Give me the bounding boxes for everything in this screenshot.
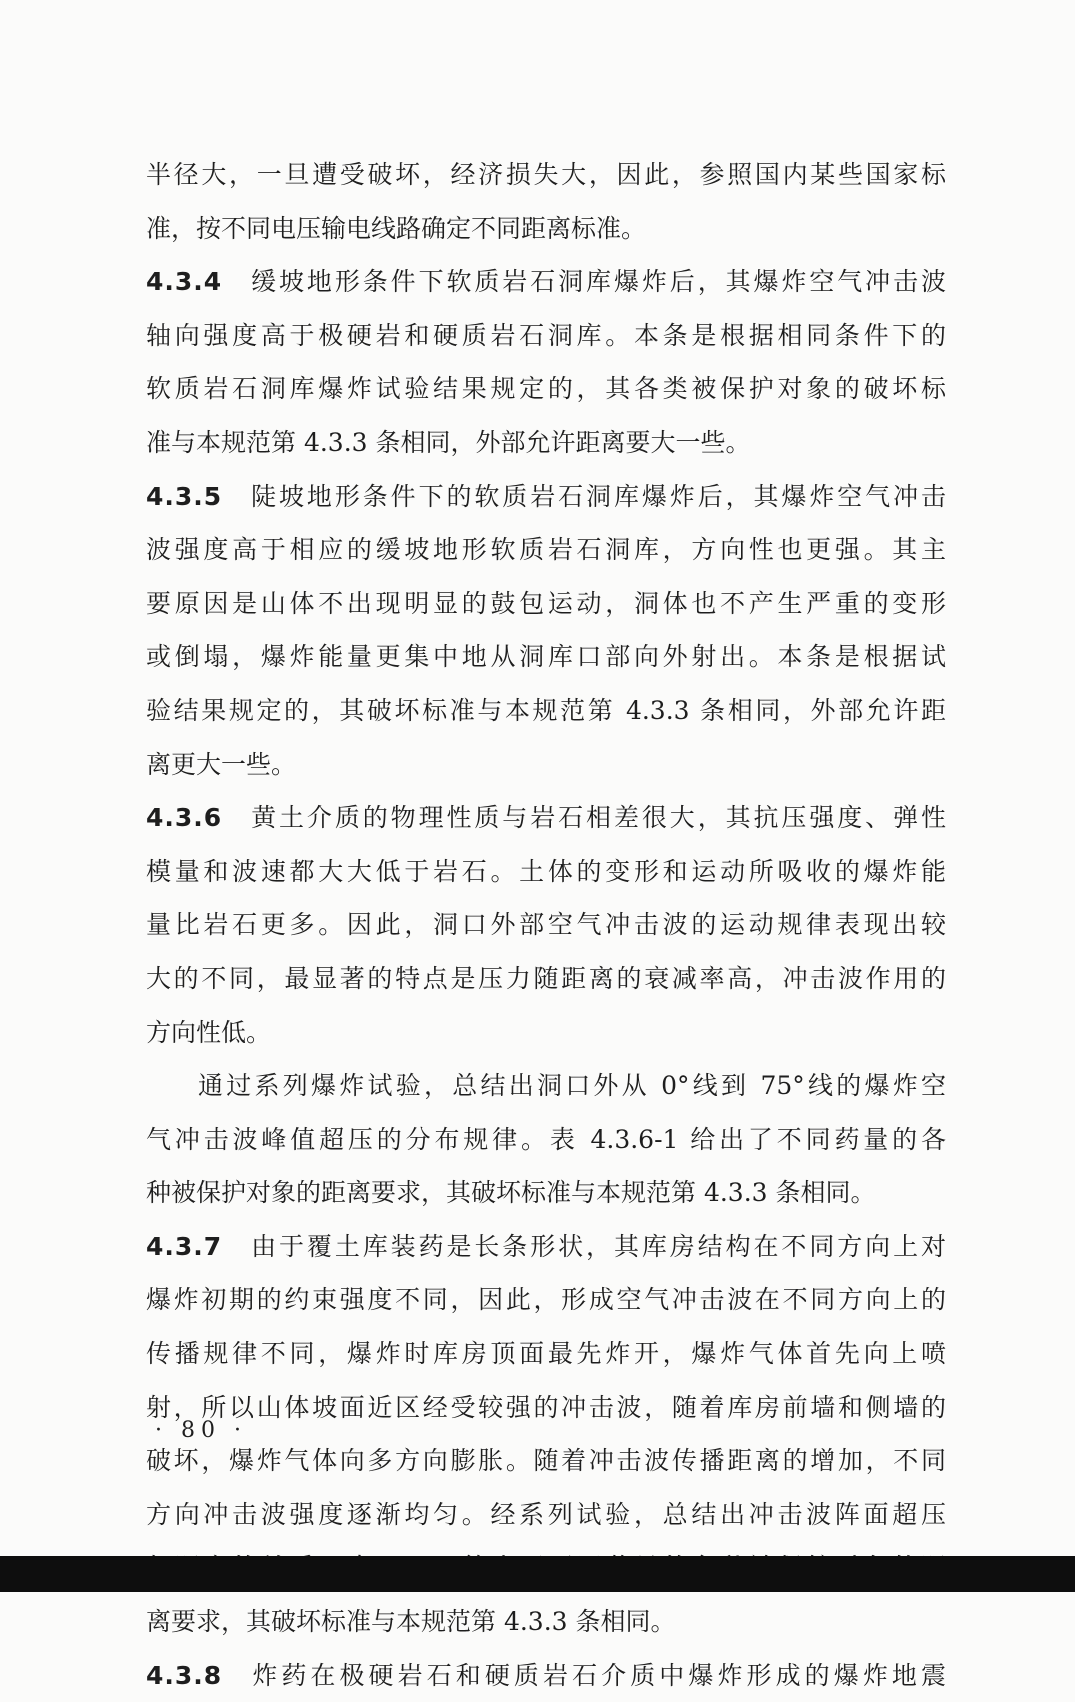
text-line <box>146 1166 946 1220</box>
text-line <box>146 148 946 202</box>
text-line <box>146 738 946 792</box>
line-text: 波强度高于相应的缓坡地形软质岩石洞库，方向性也更强。其主 <box>146 535 946 565</box>
text-line <box>146 1006 946 1060</box>
clause-number: 4.3.7 <box>146 1231 223 1261</box>
paragraph <box>146 1649 946 1702</box>
line-text: 爆炸初期的约束强度不同，因此，形成空气冲击波在不同方向上的 <box>146 1285 946 1315</box>
scan-edge-bar <box>0 1556 1075 1592</box>
line-text: 射，所以山体坡面近区经受较强的冲击波，随着库房前墙和侧墙的 <box>146 1392 946 1422</box>
clause-number: 4.3.8 <box>146 1660 223 1690</box>
page-body <box>146 148 946 1702</box>
line-text: 通过系列爆炸试验，总结出洞口外从 0°线到 75°线的爆炸空 <box>198 1071 946 1101</box>
text-line <box>146 1649 946 1702</box>
text-line <box>146 523 946 577</box>
line-text: 准与本规范第 4.3.3 条相同，外部允许距离要大一些。 <box>146 427 751 457</box>
text-line <box>146 1488 946 1542</box>
line-text: 大的不同，最显著的特点是压力随距离的衰减率高，冲击波作用的 <box>146 963 946 993</box>
text-line <box>146 1113 946 1167</box>
text-line <box>146 898 946 952</box>
line-text: 由于覆土库装药是长条形状，其库房结构在不同方向上对 <box>248 1231 946 1261</box>
paragraph <box>146 1059 946 1220</box>
line-text: 方向性低。 <box>146 1017 272 1047</box>
line-text: 软质岩石洞库爆炸试验结果规定的，其各类被保护对象的破坏标 <box>146 374 946 404</box>
text-line <box>146 470 946 524</box>
clause-number: 4.3.5 <box>146 481 223 511</box>
line-text: 陡坡地形条件下的软质岩石洞库爆炸后，其爆炸空气冲击 <box>248 481 946 511</box>
line-text: 准，按不同电压输电线路确定不同距离标准。 <box>146 213 647 243</box>
text-line <box>146 1595 946 1649</box>
text-line <box>146 1434 946 1488</box>
clause-number: 4.3.4 <box>146 267 223 297</box>
text-line <box>146 1059 946 1113</box>
line-text: 轴向强度高于极硬岩和硬质岩石洞库。本条是根据相同条件下的 <box>146 320 946 350</box>
line-text: 黄土介质的物理性质与岩石相差很大，其抗压强度、弹性 <box>248 803 946 833</box>
text-line <box>146 1381 946 1435</box>
line-text: 离要求，其破坏标准与本规范第 4.3.3 条相同。 <box>146 1607 676 1637</box>
line-text: 缓坡地形条件下软质岩石洞库爆炸后，其爆炸空气冲击波 <box>248 267 946 297</box>
paragraph <box>146 255 946 469</box>
line-text: 传播规律不同，爆炸时库房顶面最先炸开，爆炸气体首先向上喷 <box>146 1339 946 1369</box>
paragraph <box>146 148 946 255</box>
line-text: 炸药在极硬岩石和硬质岩石介质中爆炸形成的爆炸地震 <box>248 1660 946 1690</box>
text-line <box>146 416 946 470</box>
line-text: 半径大，一旦遭受破坏，经济损失大，因此，参照国内某些国家标 <box>146 160 946 189</box>
text-line <box>146 202 946 256</box>
text-line <box>146 1273 946 1327</box>
line-text: 要原因是山体不出现明显的鼓包运动，洞体也不产生严重的变形 <box>146 588 946 618</box>
text-line <box>146 845 946 899</box>
text-line <box>146 1220 946 1274</box>
paragraph <box>146 470 946 792</box>
line-text: 气冲击波峰值超压的分布规律。表 4.3.6-1 给出了不同药量的各 <box>146 1124 946 1154</box>
line-text: 或倒塌，爆炸能量更集中地从洞库口部向外射出。本条是根据试 <box>146 642 946 672</box>
text-line <box>146 1327 946 1381</box>
text-line <box>146 309 946 363</box>
line-text: 破坏，爆炸气体向多方向膨胀。随着冲击波传播距离的增加，不同 <box>146 1446 946 1476</box>
text-line <box>146 362 946 416</box>
line-text: 量比岩石更多。因此，洞口外部空气冲击波的运动规律表现出较 <box>146 910 946 940</box>
paragraph <box>146 791 946 1059</box>
clause-number: 4.3.6 <box>146 803 223 833</box>
text-line <box>146 684 946 738</box>
text-line <box>146 952 946 1006</box>
line-text: 种被保护对象的距离要求，其破坏标准与本规范第 4.3.3 条相同。 <box>146 1178 876 1208</box>
page-number: · 80 · <box>155 1418 247 1443</box>
line-text: 验结果规定的，其破坏标准与本规范第 4.3.3 条相同，外部允许距 <box>146 695 946 725</box>
line-text: 离更大一些。 <box>146 749 297 779</box>
text-line <box>146 630 946 684</box>
text-line <box>146 255 946 309</box>
line-text: 方向冲击波强度逐渐均匀。经系列试验，总结出冲击波阵面超压 <box>146 1499 946 1529</box>
text-line <box>146 577 946 631</box>
line-text: 模量和波速都大大低于岩石。土体的变形和运动所吸收的爆炸能 <box>146 856 946 886</box>
text-line <box>146 791 946 845</box>
